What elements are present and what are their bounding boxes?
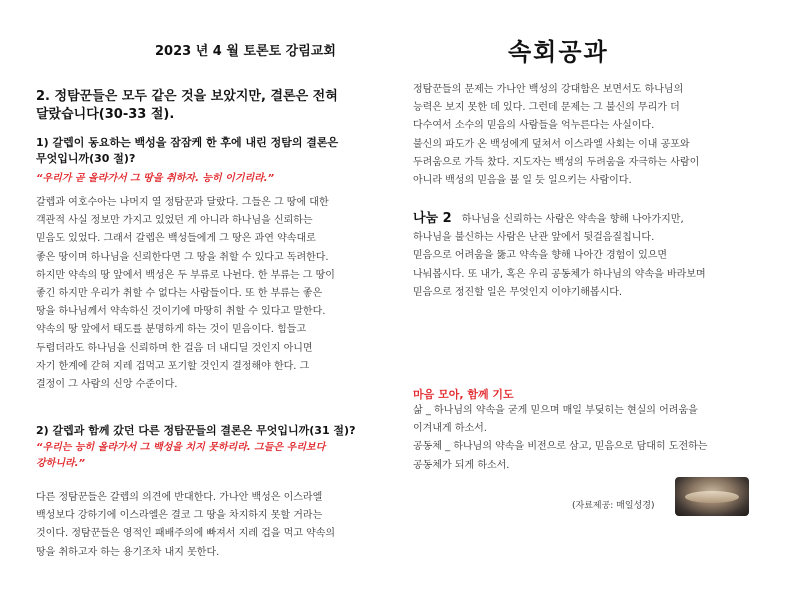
body-line: 두렵더라도 하나님을 신뢰하며 한 걸음 더 내디딜 것인지 아니면 [36, 342, 313, 354]
bible-photo [675, 477, 749, 516]
body-line: 약속의 땅 앞에서 태도를 분명하게 하는 것이 믿음이다. 힘들고 [36, 324, 307, 336]
body-line: 이겨내게 하소서. [413, 423, 487, 435]
sharing-first-line [413, 210, 706, 229]
body-line: 땅을 취하고자 하는 용기조차 내지 못한다. [36, 546, 220, 558]
body-line: 하나님을 불신하는 사람은 난관 앞에서 뒷걸음질칩니다. [413, 232, 655, 244]
body-line: 좋긴 하지만 우리가 취할 수 없다는 사람들이다. 또 한 부류는 좋은 [36, 288, 323, 300]
body-line: 공동체가 되게 하소서. [413, 459, 510, 471]
sharing-heading: 나눔 2 [413, 211, 452, 226]
body-line: 두려움으로 가득 찼다. 지도자는 백성의 두려움을 자극하는 사람이 [413, 156, 700, 168]
section-title-line: 2. 정탐꾼들은 모두 같은 것을 보았지만, 결론은 전혀 [36, 89, 338, 104]
body-line: 불신의 파도가 온 백성에게 덮쳐서 이스라엘 사회는 이내 공포와 [413, 138, 690, 150]
quote-line: “우리가 곧 올라가서 그 땅을 취하자. 능히 이기리라.” [36, 173, 275, 184]
body-line: 결정이 그 사람의 신앙 수준이다. [36, 379, 178, 391]
question-2-quote [36, 440, 325, 472]
question-1-quote [36, 171, 274, 187]
question-1-title [36, 135, 338, 167]
body-line: 하지만 약속의 땅 앞에서 백성은 두 부류로 나뉜다. 한 부류는 그 땅이 [36, 269, 335, 281]
body-line: 공동체 _ 하나님의 약속을 비전으로 삼고, 믿음으로 담대히 도전하는 [413, 441, 708, 453]
body-line: 삶 _ 하나님의 약속을 굳게 믿으며 매일 부딪히는 현실의 어려움을 [413, 405, 698, 416]
prayer-body [413, 402, 707, 475]
quote-line: “우리는 능히 올라가서 그 백성을 치지 못하리라. 그들은 우리보다 [36, 442, 326, 453]
open-book-image [685, 491, 739, 503]
question-2-body [36, 489, 335, 562]
body-line: 아니라 백성의 믿음을 불 일 듯 일으키는 사람이다. [413, 175, 632, 187]
body-line: 갈렙과 여호수아는 나머지 열 정탐꾼과 달랐다. 그들은 그 땅에 대한 [36, 197, 329, 208]
source-credit: (자료제공: 매일성경) [572, 501, 655, 511]
body-line: 믿음으로 정진할 일은 무엇인지 이야기해봅시다. [413, 286, 623, 298]
body-line: 정탐꾼들의 문제는 가나안 백성의 강대함은 보면서도 하나님의 [413, 84, 684, 95]
body-line: 능력은 보지 못한 데 있다. 그런데 문제는 그 불신의 무리가 더 [413, 102, 680, 114]
section-title-line: 달랐습니다(30-33 절). [36, 107, 175, 122]
sharing-first-text: 하나님을 신뢰하는 사람은 약속을 향해 나아가지만, [461, 214, 684, 225]
body-line: 것이다. 정탐꾼들은 영적인 패배주의에 빠져서 지레 겁을 먹고 약속의 [36, 528, 336, 540]
body-line: 나눠봅시다. 또 내가, 혹은 우리 공동체가 하나님의 약속을 바라보며 [413, 268, 706, 280]
question-2-title-line: 2) 갈렙과 함께 갔던 다른 정탐꾼들의 결론은 무엇입니까(31 절)? [36, 424, 356, 437]
page-header: 2023 년 4 월 토론토 강림교회 [155, 44, 336, 59]
question-1-title-line: 무엇입니까(30 절)? [36, 152, 136, 165]
intro-paragraph [413, 81, 699, 190]
body-line: 땅을 하나님께서 약속하신 것이기에 마땅히 취할 수 있다고 말한다. [36, 306, 326, 318]
page-title: 속회공과 [508, 37, 609, 66]
body-line: 다른 정탐꾼들은 갈렙의 의견에 반대한다. 가나안 백성은 이스라엘 [36, 492, 323, 503]
body-line: 좋은 땅이며 하나님을 신뢰한다면 그 땅을 취할 수 있다고 독려한다. [36, 251, 329, 263]
body-line: 백성보다 강하기에 이스라엘은 결코 그 땅을 차지하지 못할 거라는 [36, 510, 323, 522]
question-2-title [36, 423, 355, 439]
body-line: 다수여서 소수의 믿음의 사람들을 억누른다는 사실이다. [413, 120, 655, 132]
body-line: 믿음으로 어려움을 뚫고 약속을 향해 나아간 경험이 있으면 [413, 250, 668, 262]
section-title [36, 88, 338, 124]
body-line: 자기 한계에 갇혀 지레 겁먹고 포기할 것인지 결정해야 한다. 그 [36, 360, 310, 372]
prayer-heading: 마음 모아, 함께 기도 [413, 388, 514, 401]
question-1-title-line: 1) 갈렙이 동요하는 백성을 잠잠케 한 후에 내린 정탐의 결론은 [36, 136, 339, 149]
question-1-body [36, 194, 335, 394]
quote-line: 강하니라.” [36, 458, 85, 469]
body-line: 믿음도 있었다. 그래서 갈렙은 백성들에게 그 땅은 과연 약속대로 [36, 233, 316, 245]
body-line: 객관적 사실 정보만 가지고 있었던 게 아니라 하나님을 신뢰하는 [36, 215, 313, 227]
sharing-section [413, 210, 706, 302]
